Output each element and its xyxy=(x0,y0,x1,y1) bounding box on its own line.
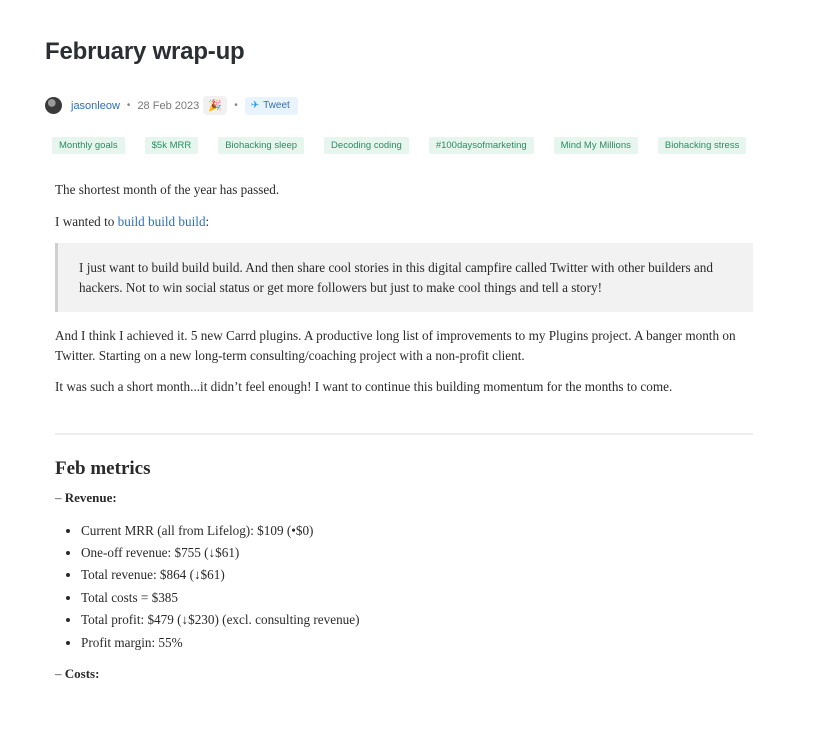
blockquote: I just want to build build build. And then share cool stories in this digital campfire called Twitter with other builders and hackers. Not to win social status or get more followers but just to make cool things and tell a story! xyxy=(55,243,753,312)
tag-list xyxy=(52,137,766,154)
list-item: • Current MRR (all from Lifelog): $109 (•$0) xyxy=(81,520,753,542)
build-link[interactable]: build build build xyxy=(117,213,206,229)
costs-label: Costs: xyxy=(64,665,100,681)
post-date: 28 Feb 2023 xyxy=(137,99,200,112)
list-item: • Profit margin: 55% xyxy=(81,632,753,654)
tag[interactable]: #100daysofmarketing xyxy=(429,137,534,154)
party-emoji-icon[interactable]: 🎉 xyxy=(203,96,227,115)
divider xyxy=(55,433,753,435)
tweet-label: Tweet xyxy=(263,100,290,111)
tweet-button[interactable] xyxy=(245,97,298,115)
section-heading: Feb metrics xyxy=(55,457,151,479)
paragraph-text: I wanted to xyxy=(55,213,118,229)
author-link[interactable]: jasonleow xyxy=(71,99,120,112)
paragraph: It was such a short month...it didn’t feel enough! I want to continue this building momentum for the months to come. xyxy=(55,379,673,394)
tag[interactable]: Mind My Millions xyxy=(554,137,638,154)
paragraph: The shortest month of the year has passed. xyxy=(55,182,280,197)
tag[interactable]: Decoding coding xyxy=(324,137,409,154)
tag[interactable]: Biohacking stress xyxy=(658,137,746,154)
tag[interactable]: $5k MRR xyxy=(145,137,199,154)
tag[interactable]: Biohacking sleep xyxy=(218,137,304,154)
revenue-label: Revenue: xyxy=(64,490,117,505)
revenue-list xyxy=(55,520,753,654)
post-title: February wrap-up xyxy=(45,38,245,65)
separator-dot: • xyxy=(234,100,238,111)
avatar[interactable] xyxy=(45,97,62,114)
paragraph xyxy=(55,212,753,232)
list-item: • One-off revenue: $755 (↓$61) xyxy=(81,542,753,564)
list-item: • Total profit: $479 (↓$230) (excl. consulting revenue) xyxy=(81,609,753,631)
separator-dot: • xyxy=(126,100,131,111)
dash: – xyxy=(55,665,65,681)
dash: – xyxy=(55,490,65,505)
paragraph: And I think I achieved it. 5 new Carrd plugins. A productive long list of improvements to my Plugins project. A banger month on Twitter. Starting on a new long-term consulting/coaching project with a non-profit client. xyxy=(55,328,736,363)
tag[interactable]: Monthly goals xyxy=(52,137,125,154)
twitter-bird-icon: ✈ xyxy=(250,100,260,111)
list-item: • Total costs = $385 xyxy=(81,587,753,609)
costs-subheading xyxy=(55,664,753,684)
revenue-subheading xyxy=(55,488,753,508)
paragraph-text: : xyxy=(205,213,210,229)
list-item: • Total revenue: $864 (↓$61) xyxy=(81,564,753,586)
post-body xyxy=(55,180,753,695)
post-meta xyxy=(45,96,298,115)
